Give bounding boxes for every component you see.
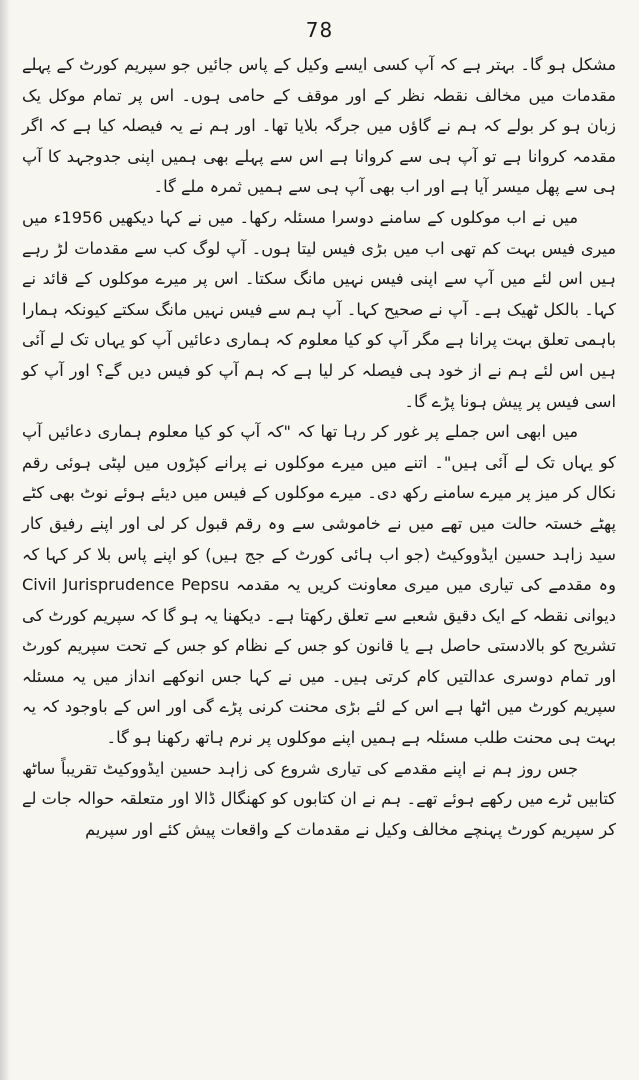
paragraph-3: میں ابھی اس جملے پر غور کر رہا تھا کہ "کہ آپ کو کیا معلوم ہماری دعائیں آپ کو یہاں تک لے آئی ہیں"۔ اتنے میں میرے موکلوں نے پرانے کپڑوں میں لپٹی ہوئی رقم نکال کر میز پر میرے سامنے رکھ دی۔ میرے موکلوں کے فیس میں دیئے ہوئے نوٹ بھی کٹے پھٹے خستہ حالت میں تھے میں نے خاموشی سے وہ رقم قبول کر لی اور اپنے رفیق کار سید زاہد حسین ایڈووکیٹ (جو اب ہائی کورٹ کے جج ہیں) کو اپنے پاس بلا کر کہا کہ وہ مقدمے کی تیاری میں میری معاونت کریں یہ مقدمہ Civil Jurisprudence Pepsu دیوانی نقطہ کے ایک دقیق شعبے سے تعلق رکھتا ہے۔ دیکھنا یہ ہو گا کہ سپریم کورٹ کی تشریح کو بالادستی حاصل ہے یا قانون کو جس کے نظام کو جس کے تحت سپریم کورٹ اور تمام دوسری عدالتیں کام کرتی ہیں۔ میں نے کہا جس انوکھے انداز میں یہ مسئلہ سپریم کورٹ میں اٹھا ہے اس کے لئے بڑی محنت کرنی پڑے گی اور اس کے باوجود کہ یہ بہت ہی محنت طلب مسئلہ ہے ہمیں اپنے موکلوں پر نرم ہاتھ رکھنا ہو گا۔ — [22, 422, 616, 748]
body-text — [22, 50, 616, 845]
page-number: 78 — [305, 18, 334, 42]
paragraph-1: مشکل ہو گا۔ بہتر ہے کہ آپ کسی ایسے وکیل کے پاس جائیں جو سپریم کورٹ کے پہلے مقدمات میں مخالف نقطہ نظر کے اور موقف کے حامی ہوں۔ اس پر تمام موکل یک زبان ہو کر بولے کہ ہم نے گاؤں میں جرگہ بلایا تھا۔ اور ہم نے یہ فیصلہ کیا ہے کہ اگر مقدمہ کروانا ہے تو آپ ہی سے کروانا ہے اس سے پہلے بھی ہمیں اپنی جدوجہد کا آپ ہی سے پھل میسر آیا ہے اور اب بھی آپ ہی سے ہمیں ثمرہ ملے گا۔ — [22, 55, 616, 197]
paragraph-4: جس روز ہم نے اپنے مقدمے کی تیاری شروع کی زاہد حسین ایڈووکیٹ تقریباً ساٹھ کتابیں ٹرے میں رکھے ہوئے تھے۔ ہم نے ان کتابوں کو کھنگال ڈالا اور متعلقہ حوالہ جات لے کر سپریم کورٹ پہنچے مخالف وکیل نے مقدمات کے واقعات پیش کئے اور سپریم — [22, 758, 616, 839]
paragraph-2: میں نے اب موکلوں کے سامنے دوسرا مسئلہ رکھا۔ میں نے کہا دیکھیں 1956ء میں میری فیس بہت کم تھی اب میں بڑی فیس لیتا ہوں۔ آپ لوگ کب سے مقدمات لڑ رہے ہیں اس لئے میں آپ سے اپنی فیس نہیں مانگ سکتا۔ اس پر میرے موکلوں کے قائد نے کہا۔ بالکل ٹھیک ہے۔ آپ نے صحیح کہا۔ آپ ہم سے فیس نہیں مانگ سکتے کیونکہ ہمارا باہمی تعلق بہت پرانا ہے مگر آپ کو کیا معلوم کہ ہماری دعائیں آپ کو یہاں تک لے آئی ہیں اس لئے ہم نے از خود ہی فیصلہ کر لیا ہے کہ ہم آپ کو فیس دیں گے؟ اور آپ کو اسی فیس پر پیش ہونا پڑے گا۔ — [22, 207, 616, 411]
page-binding-edge — [0, 0, 10, 1080]
